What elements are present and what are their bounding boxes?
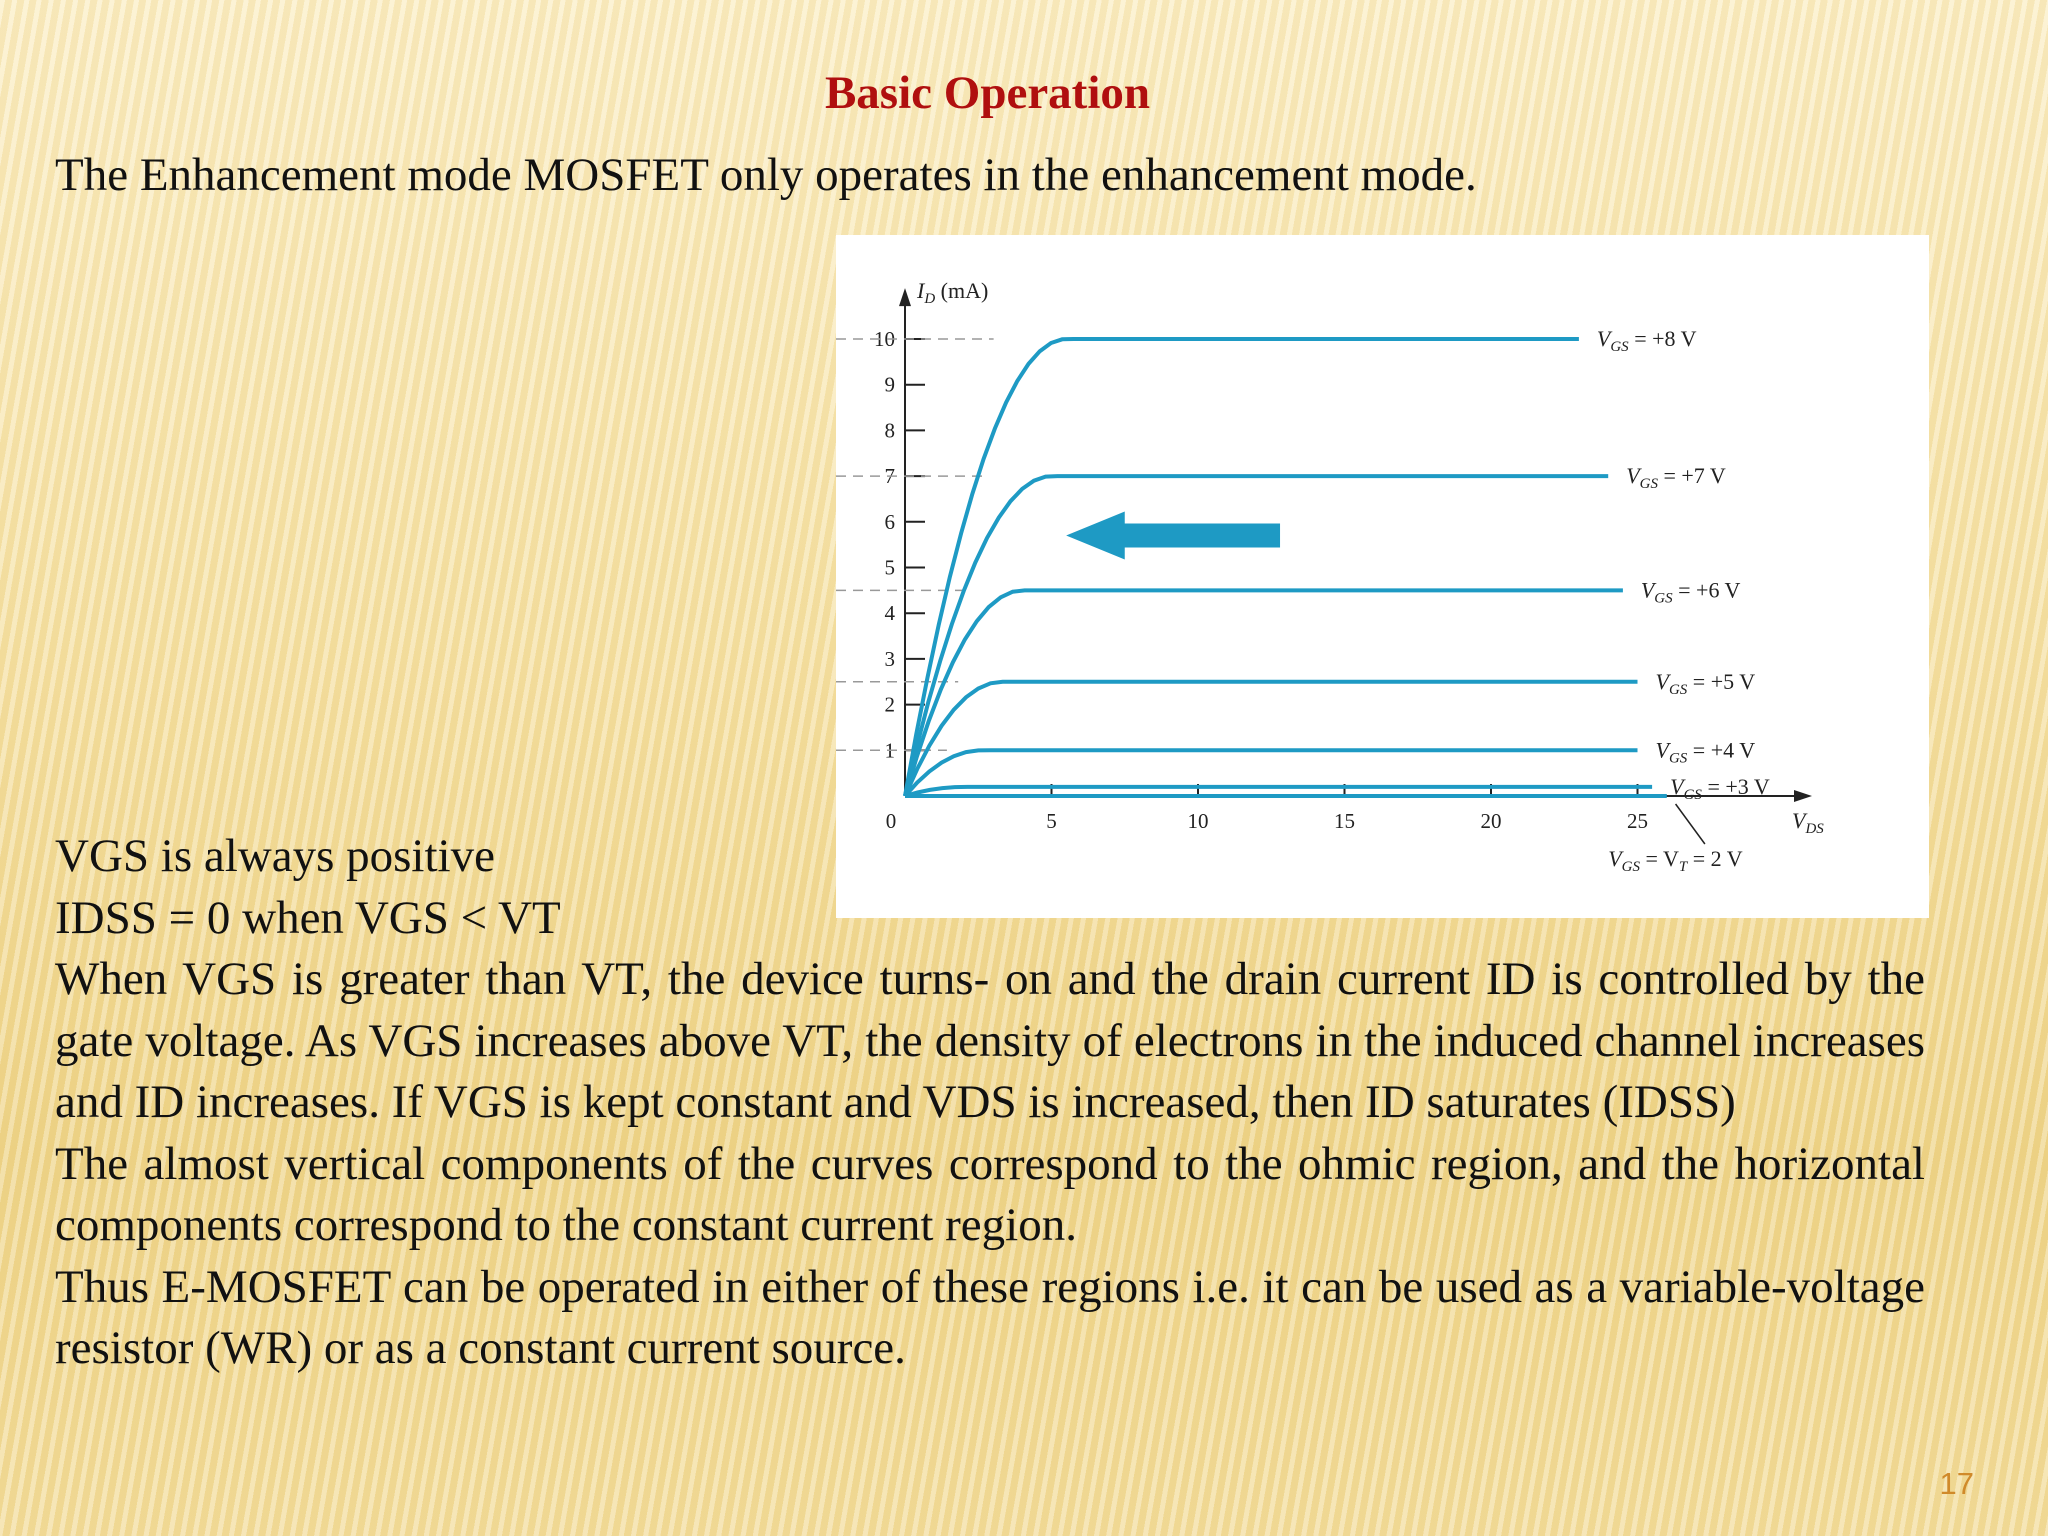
- vgs-positive-line: VGS is always positive: [55, 830, 495, 882]
- slide-title: Basic Operation: [824, 67, 1151, 119]
- y-tick-label: 8: [884, 418, 895, 443]
- characteristic-curve: [905, 750, 1638, 796]
- series-label: $V_{GS} = +7$ V: [1626, 463, 1726, 493]
- x-tick-label: 10: [1187, 809, 1209, 833]
- series-label: $V_{GS} = +5$ V: [1655, 668, 1756, 698]
- mosfet-characteristic-figure: [836, 235, 1929, 918]
- x-tick-label: 15: [1334, 809, 1355, 833]
- x-tick-label: 20: [1480, 809, 1502, 833]
- series-label: $V_{GS} = +8$ V: [1596, 326, 1697, 355]
- y-axis-arrow: [899, 288, 911, 306]
- y-tick-label: 2: [884, 692, 895, 717]
- y-tick-label: 1: [884, 738, 895, 763]
- operation-paragraph: When VGS is greater than VT, the device turns- on and the drain current ID is controlled by the gate voltage. As VGS increases above VT, the density of electrons in the induced channel increases and ID increases. If VGS is kept constant and VDS is increased, then ID saturates (IDSS): [55, 953, 1925, 1128]
- y-tick-label: 7: [884, 464, 895, 489]
- characteristic-curve: [905, 339, 1579, 796]
- y-tick-label: 9: [884, 372, 895, 397]
- y-tick-label: 10: [874, 327, 895, 351]
- idss-zero-line: IDSS = 0 when VGS < VT: [55, 891, 561, 944]
- characteristic-curve: [905, 590, 1623, 796]
- regions-paragraph: The almost vertical components of the curves correspond to the ohmic region, and the horizontal components correspond to the constant current region.: [55, 1137, 1925, 1251]
- y-tick-label: 5: [884, 555, 895, 580]
- page-number: 17: [1939, 1466, 1974, 1501]
- x-axis-arrow: [1794, 790, 1812, 802]
- y-tick-label: 6: [884, 509, 895, 534]
- x-tick-label: 5: [1046, 809, 1057, 833]
- x-axis-label: $V_{DS}$: [1792, 808, 1824, 837]
- x-tick-label: 0: [885, 809, 897, 833]
- characteristic-curve: [905, 682, 1638, 796]
- series-label: $V_{GS} = V_T = 2$ V: [1608, 846, 1743, 875]
- y-axis-label: $I_D$ (mA): [917, 278, 989, 308]
- y-tick-label: 4: [884, 601, 895, 626]
- intro-text: The Enhancement mode MOSFET only operates in the enhancement mode.: [55, 149, 1477, 201]
- series-label: $V_{GS} = +6$ V: [1640, 577, 1741, 607]
- drain-characteristics-chart: [836, 235, 1929, 918]
- y-tick-label: 3: [884, 646, 895, 671]
- series-label: $V_{GS} = +4$ V: [1655, 737, 1756, 767]
- conclusion-paragraph: Thus E-MOSFET can be operated in either of these regions i.e. it can be used as a variable-voltage resistor (WR) or as a constant current source.: [55, 1260, 1925, 1374]
- body-text: [55, 826, 1925, 1380]
- direction-arrow: [1066, 512, 1280, 560]
- x-tick-label: 25: [1627, 809, 1648, 833]
- series-label: $V_{GS} = +3$ V: [1670, 773, 1770, 803]
